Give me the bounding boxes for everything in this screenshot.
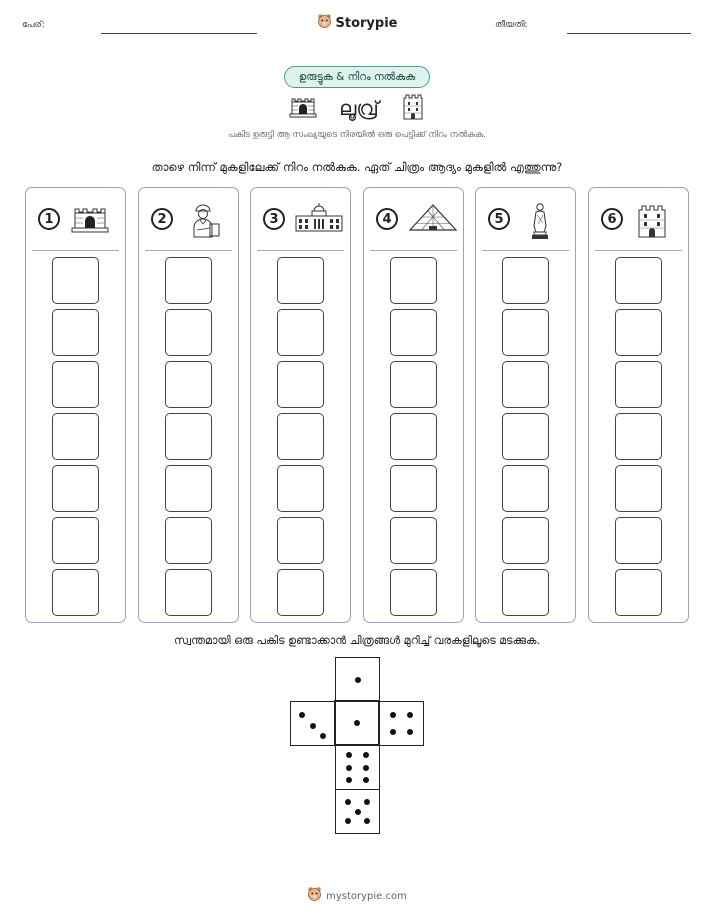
subtitle: പകിട ഉരുട്ടി ആ സംഖ്യയുടെ നിരയിൽ ഒരു പെട്ടിക്ക് നിറം നൽകുക. [228, 130, 486, 140]
column-4 [363, 187, 464, 623]
die-pip [345, 799, 351, 805]
color-box[interactable] [277, 465, 324, 512]
footer-url: mystorypie.com [326, 890, 407, 902]
tower-icon [401, 92, 425, 124]
footer [0, 886, 714, 906]
die-face-right [379, 701, 424, 746]
color-box[interactable] [390, 465, 437, 512]
die-pip [310, 723, 316, 729]
name-label: പേര്: [22, 20, 45, 30]
instruction: താഴെ നിന്ന് മുകളിലേക്ക് നിറം നൽകുക. ഏത് ചിത്രം ആദ്യം മുകളിൽ എത്തുന്നു? [151, 160, 563, 174]
die-pip [355, 677, 361, 683]
color-box[interactable] [165, 257, 212, 304]
column-header [26, 188, 125, 250]
die-pip [346, 765, 352, 771]
column-divider [32, 250, 119, 251]
color-box[interactable] [52, 517, 99, 564]
color-box[interactable] [502, 309, 549, 356]
column-header [589, 188, 688, 250]
color-box[interactable] [502, 361, 549, 408]
color-box[interactable] [165, 413, 212, 460]
die-pip [407, 729, 413, 735]
color-box[interactable] [165, 569, 212, 616]
color-box[interactable] [277, 309, 324, 356]
die-pip [363, 752, 369, 758]
column-1 [25, 187, 126, 623]
color-box[interactable] [52, 465, 99, 512]
color-box[interactable] [390, 361, 437, 408]
die-pip [364, 818, 370, 824]
color-box[interactable] [165, 465, 212, 512]
die-face-lower [335, 745, 380, 790]
die-pip [346, 752, 352, 758]
column-2 [138, 187, 239, 623]
column-header [139, 188, 238, 250]
column-divider [482, 250, 569, 251]
die-face-center [334, 700, 380, 746]
color-box[interactable] [165, 517, 212, 564]
color-box[interactable] [277, 413, 324, 460]
die-pip [390, 729, 396, 735]
column-number: 2 [151, 208, 173, 230]
glass-pyramid-icon [408, 202, 458, 236]
storypie-logo-icon [317, 13, 332, 33]
color-box[interactable] [165, 309, 212, 356]
palace-icon [295, 202, 343, 236]
die-pip [320, 733, 326, 739]
column-divider [257, 250, 344, 251]
die-pip [390, 712, 396, 718]
title-row [0, 92, 714, 124]
die-pip [299, 712, 305, 718]
castle-gate-icon [70, 202, 110, 238]
color-box[interactable] [390, 309, 437, 356]
die-pip [346, 777, 352, 783]
color-box[interactable] [615, 309, 662, 356]
column-number: 3 [263, 208, 285, 230]
die-face-top [335, 657, 380, 702]
color-box[interactable] [277, 257, 324, 304]
column-header [364, 188, 463, 250]
color-box[interactable] [277, 517, 324, 564]
color-box[interactable] [502, 413, 549, 460]
name-line[interactable] [101, 33, 257, 34]
column-divider [370, 250, 457, 251]
color-box[interactable] [615, 413, 662, 460]
date-line[interactable] [567, 33, 691, 34]
color-box[interactable] [502, 517, 549, 564]
color-box[interactable] [52, 413, 99, 460]
column-divider [145, 250, 232, 251]
die-pip [407, 712, 413, 718]
column-number: 4 [376, 208, 398, 230]
column-number: 5 [488, 208, 510, 230]
die-face-bottom [335, 789, 380, 834]
date-label: തീയതി: [495, 20, 528, 30]
column-divider [595, 250, 682, 251]
die-pip [363, 765, 369, 771]
castle-gate-icon [289, 94, 317, 122]
color-box[interactable] [615, 465, 662, 512]
brand-name: Storypie [335, 15, 398, 31]
die-pip [345, 818, 351, 824]
color-box[interactable] [165, 361, 212, 408]
column-number: 1 [38, 208, 60, 230]
column-5 [475, 187, 576, 623]
color-box[interactable] [502, 569, 549, 616]
die-face-left [290, 701, 335, 746]
brand [0, 13, 714, 33]
die-pip [364, 799, 370, 805]
fold-instruction: സ്വന്തമായി ഒരു പകിട ഉണ്ടാക്കാൻ ചിത്രങ്ങൾ മുറിച്ച് വരകളിലൂടെ മടക്കുക. [174, 634, 540, 647]
color-box[interactable] [52, 257, 99, 304]
statue-icon [528, 202, 552, 244]
color-box[interactable] [277, 569, 324, 616]
color-box[interactable] [390, 413, 437, 460]
color-box[interactable] [52, 361, 99, 408]
storypie-logo-icon [307, 886, 322, 906]
page-title: ലൂവ്ര് [339, 96, 379, 120]
column-number: 6 [601, 208, 623, 230]
color-box[interactable] [277, 361, 324, 408]
column-3 [250, 187, 351, 623]
color-box[interactable] [52, 569, 99, 616]
column-header [476, 188, 575, 250]
activity-badge: ഉരുട്ടുക & നിറം നൽകുക [284, 66, 430, 88]
color-box[interactable] [502, 257, 549, 304]
color-box[interactable] [390, 257, 437, 304]
die-pip [363, 777, 369, 783]
painter-icon [183, 202, 223, 242]
die-pip [354, 720, 360, 726]
color-box[interactable] [615, 361, 662, 408]
color-box[interactable] [502, 465, 549, 512]
color-box[interactable] [52, 309, 99, 356]
column-header [251, 188, 350, 250]
color-box[interactable] [615, 569, 662, 616]
die-pip [355, 809, 361, 815]
tower-icon [635, 202, 669, 242]
column-6 [588, 187, 689, 623]
color-box[interactable] [390, 569, 437, 616]
color-box[interactable] [390, 517, 437, 564]
color-box[interactable] [615, 257, 662, 304]
color-box[interactable] [615, 517, 662, 564]
